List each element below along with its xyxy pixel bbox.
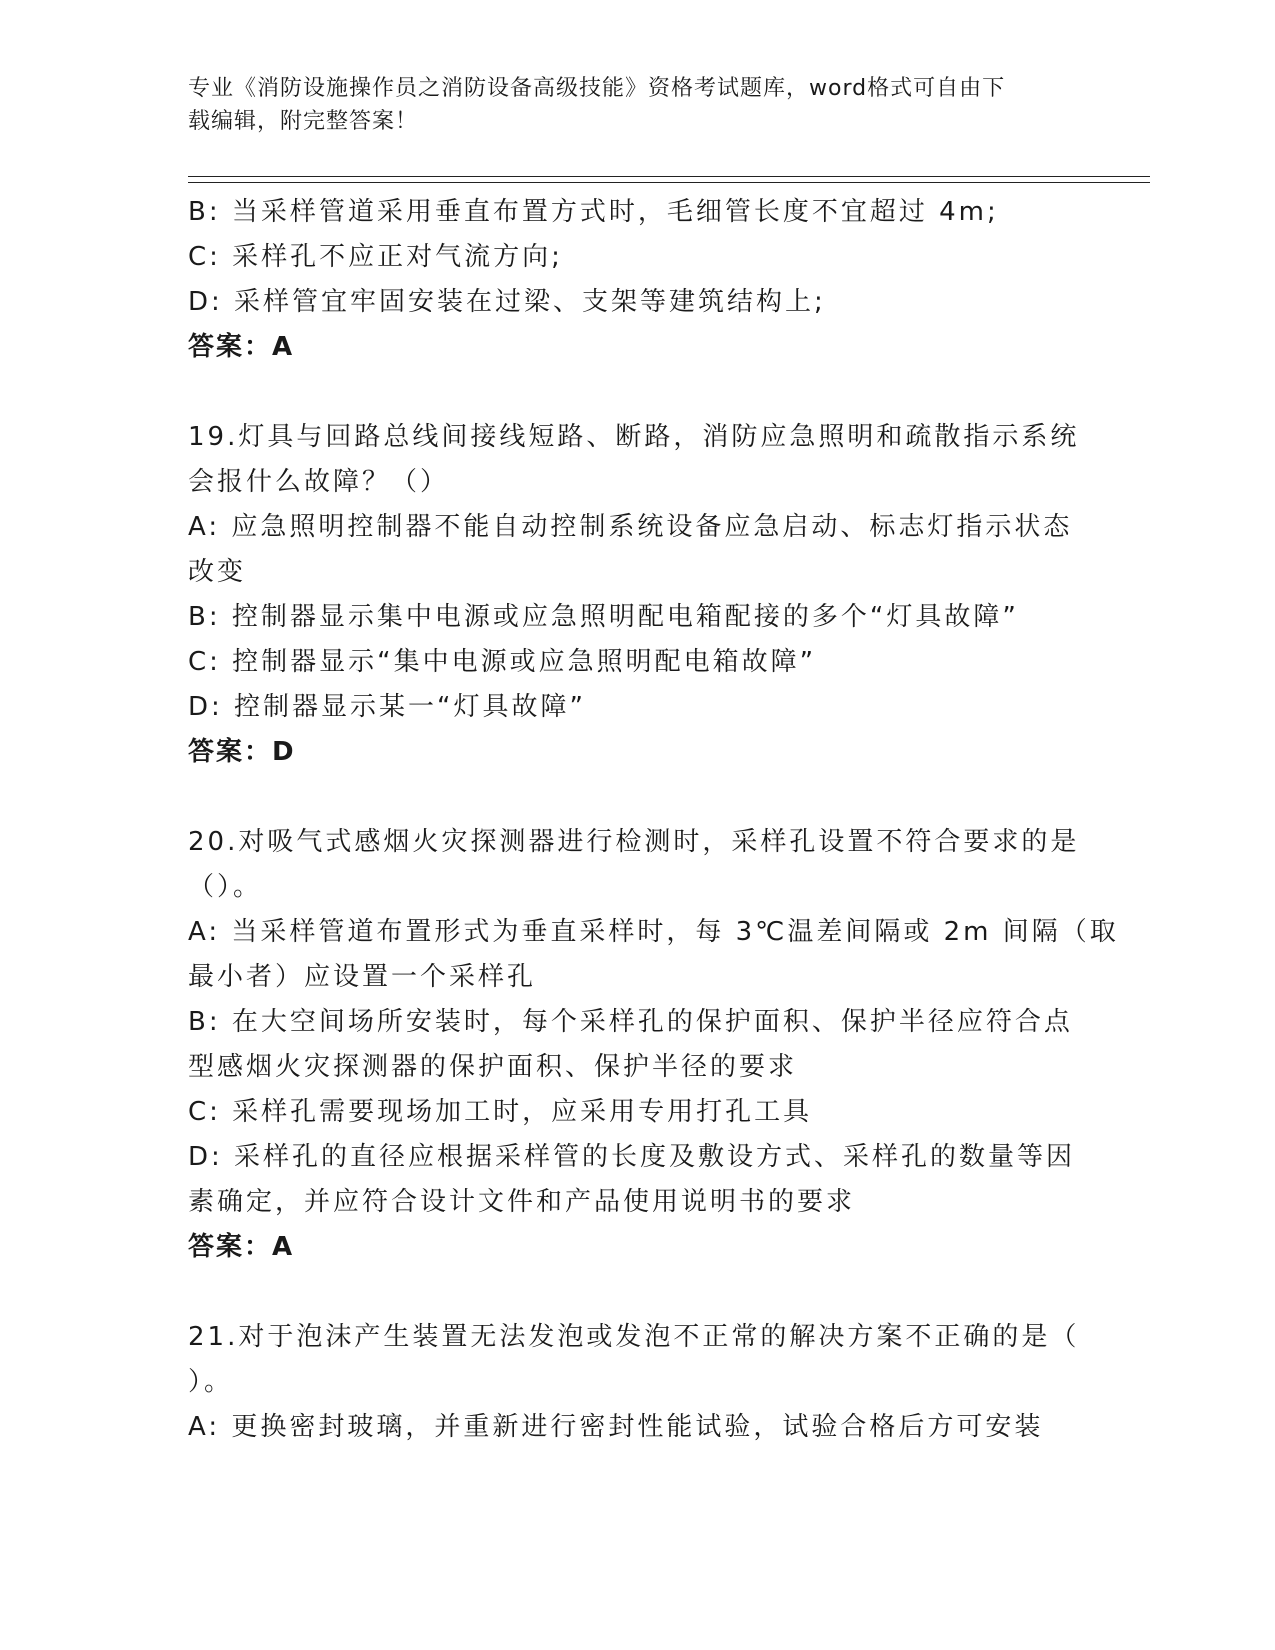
option-line: C: 采样孔需要现场加工时，应采用专用打孔工具 [188, 1097, 813, 1127]
option-line: B: 控制器显示集中电源或应急照明配电箱配接的多个“灯具故障” [188, 602, 1019, 632]
document-header [188, 72, 1068, 138]
header-divider-top [188, 176, 1150, 177]
question-line: 20.对吸气式感烟火灾探测器进行检测时，采样孔设置不符合要求的是 [188, 827, 1080, 857]
option-line: C: 采样孔不应正对气流方向; [188, 242, 563, 272]
option-line: 最小者）应设置一个采样孔 [188, 962, 537, 992]
paragraph-gap [188, 370, 1088, 415]
option-line: 型感烟火灾探测器的保护面积、保护半径的要求 [188, 1052, 798, 1082]
paragraph-gap [188, 1270, 1088, 1315]
answer-line: 答案：A [188, 1232, 295, 1262]
option-line: A: 应急照明控制器不能自动控制系统设备应急启动、标志灯指示状态 [188, 512, 1073, 542]
option-line: 素确定，并应符合设计文件和产品使用说明书的要求 [188, 1187, 856, 1217]
question-line: 会报什么故障？（） [188, 467, 450, 497]
answer-line: 答案：A [188, 332, 295, 362]
question-line: 21.对于泡沫产生装置无法发泡或发泡不正常的解决方案不正确的是（ [188, 1322, 1080, 1352]
option-line: A: 更换密封玻璃，并重新进行密封性能试验，试验合格后方可安装 [188, 1412, 1044, 1442]
paragraph-gap [188, 775, 1088, 820]
question-line: （）。 [188, 872, 263, 902]
option-line: D: 采样孔的直径应根据采样管的长度及敷设方式、采样孔的数量等因 [188, 1142, 1076, 1172]
option-line: D: 控制器显示某一“灯具故障” [188, 692, 586, 722]
header-line-1: 专业《消防设施操作员之消防设备高级技能》资格考试题库，word格式可自由下 [188, 76, 1006, 101]
option-line: D: 采样管宜牢固安装在过梁、支架等建筑结构上; [188, 287, 826, 317]
option-line: C: 控制器显示“集中电源或应急照明配电箱故障” [188, 647, 817, 677]
question-line: ）。 [188, 1367, 234, 1397]
header-line-2: 载编辑，附完整答案！ [188, 109, 419, 134]
option-line: A: 当采样管道布置形式为垂直采样时，每 3℃温差间隔或 2m 间隔（取 [188, 917, 1119, 947]
option-line: 改变 [188, 557, 247, 587]
header-divider-bottom [188, 182, 1150, 183]
option-line: B: 在大空间场所安装时，每个采样孔的保护面积、保护半径应符合点 [188, 1007, 1073, 1037]
question-line: 19.灯具与回路总线间接线短路、断路，消防应急照明和疏散指示系统 [188, 422, 1080, 452]
answer-line: 答案：D [188, 737, 296, 767]
option-line: B: 当采样管道采用垂直布置方式时，毛细管长度不宜超过 4m; [188, 197, 999, 227]
question-content [188, 190, 1119, 1450]
